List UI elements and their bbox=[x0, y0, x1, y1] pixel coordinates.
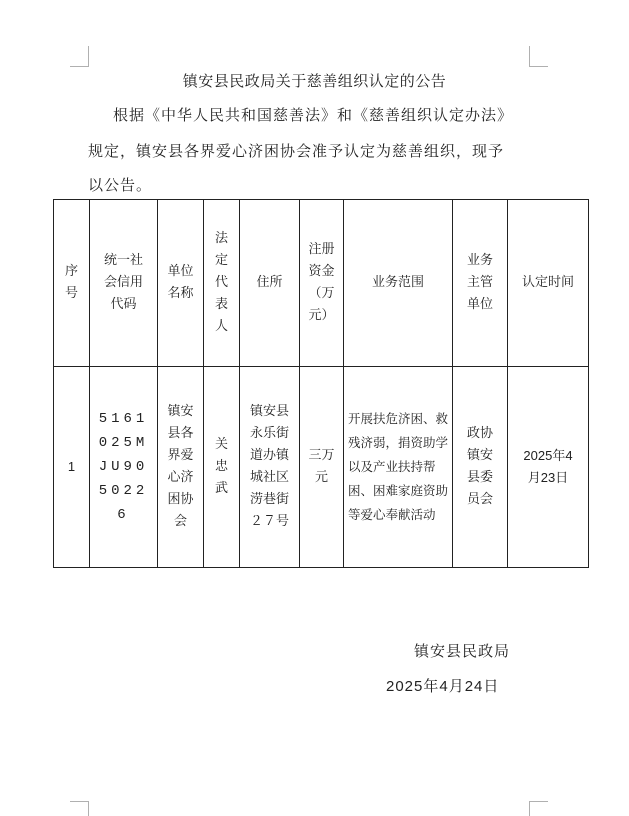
cell-credit-code: 5161025MJU9050226 bbox=[90, 367, 158, 568]
table-header-row bbox=[54, 200, 589, 367]
header-cell: 统一社会信用代码 bbox=[90, 200, 158, 367]
header-cell: 业务主管单位 bbox=[453, 200, 508, 367]
body-line-2: 规定，镇安县各界爱心济困协会准予认定为慈善组织，现予 bbox=[88, 142, 505, 160]
header-cell: 业务范围 bbox=[344, 200, 453, 367]
document-title: 镇安县民政局关于慈善组织认定的公告 bbox=[182, 72, 447, 90]
body-line-1: 根据《中华人民共和国慈善法》和《慈善组织认定办法》 bbox=[113, 106, 514, 124]
cell-index: 1 bbox=[54, 367, 90, 568]
cell-scope: 开展扶危济困、救残济弱，捐资助学以及产业扶持帮困、困难家庭资助等爱心奉献活动 bbox=[344, 367, 453, 568]
crop-mark-bottom-right bbox=[529, 801, 548, 816]
crop-mark-bottom-left bbox=[70, 801, 89, 816]
signature-org: 镇安县民政局 bbox=[414, 642, 511, 660]
cell-capital: 三万元 bbox=[300, 367, 344, 568]
header-cell: 单位名称 bbox=[158, 200, 204, 367]
organization-table bbox=[53, 199, 589, 568]
cell-name: 镇安县各界爱心济困协会 bbox=[158, 367, 204, 568]
crop-mark-top-left bbox=[70, 46, 89, 67]
cell-date: 2025年4月23日 bbox=[508, 367, 589, 568]
header-cell: 注册资金（万元） bbox=[300, 200, 344, 367]
header-cell: 序号 bbox=[54, 200, 90, 367]
cell-legal-rep: 关忠武 bbox=[204, 367, 240, 568]
header-cell: 认定时间 bbox=[508, 200, 589, 367]
cell-address: 镇安县永乐街道办镇城社区涝巷街２７号 bbox=[240, 367, 300, 568]
crop-mark-top-right bbox=[529, 46, 548, 67]
body-line-3: 以公告。 bbox=[88, 176, 153, 194]
signature-date: 2025年4月24日 bbox=[386, 678, 500, 695]
table-row bbox=[54, 367, 589, 568]
header-cell: 法定代表人 bbox=[204, 200, 240, 367]
cell-supervisor: 政协镇安县委员会 bbox=[453, 367, 508, 568]
header-cell: 住所 bbox=[240, 200, 300, 367]
